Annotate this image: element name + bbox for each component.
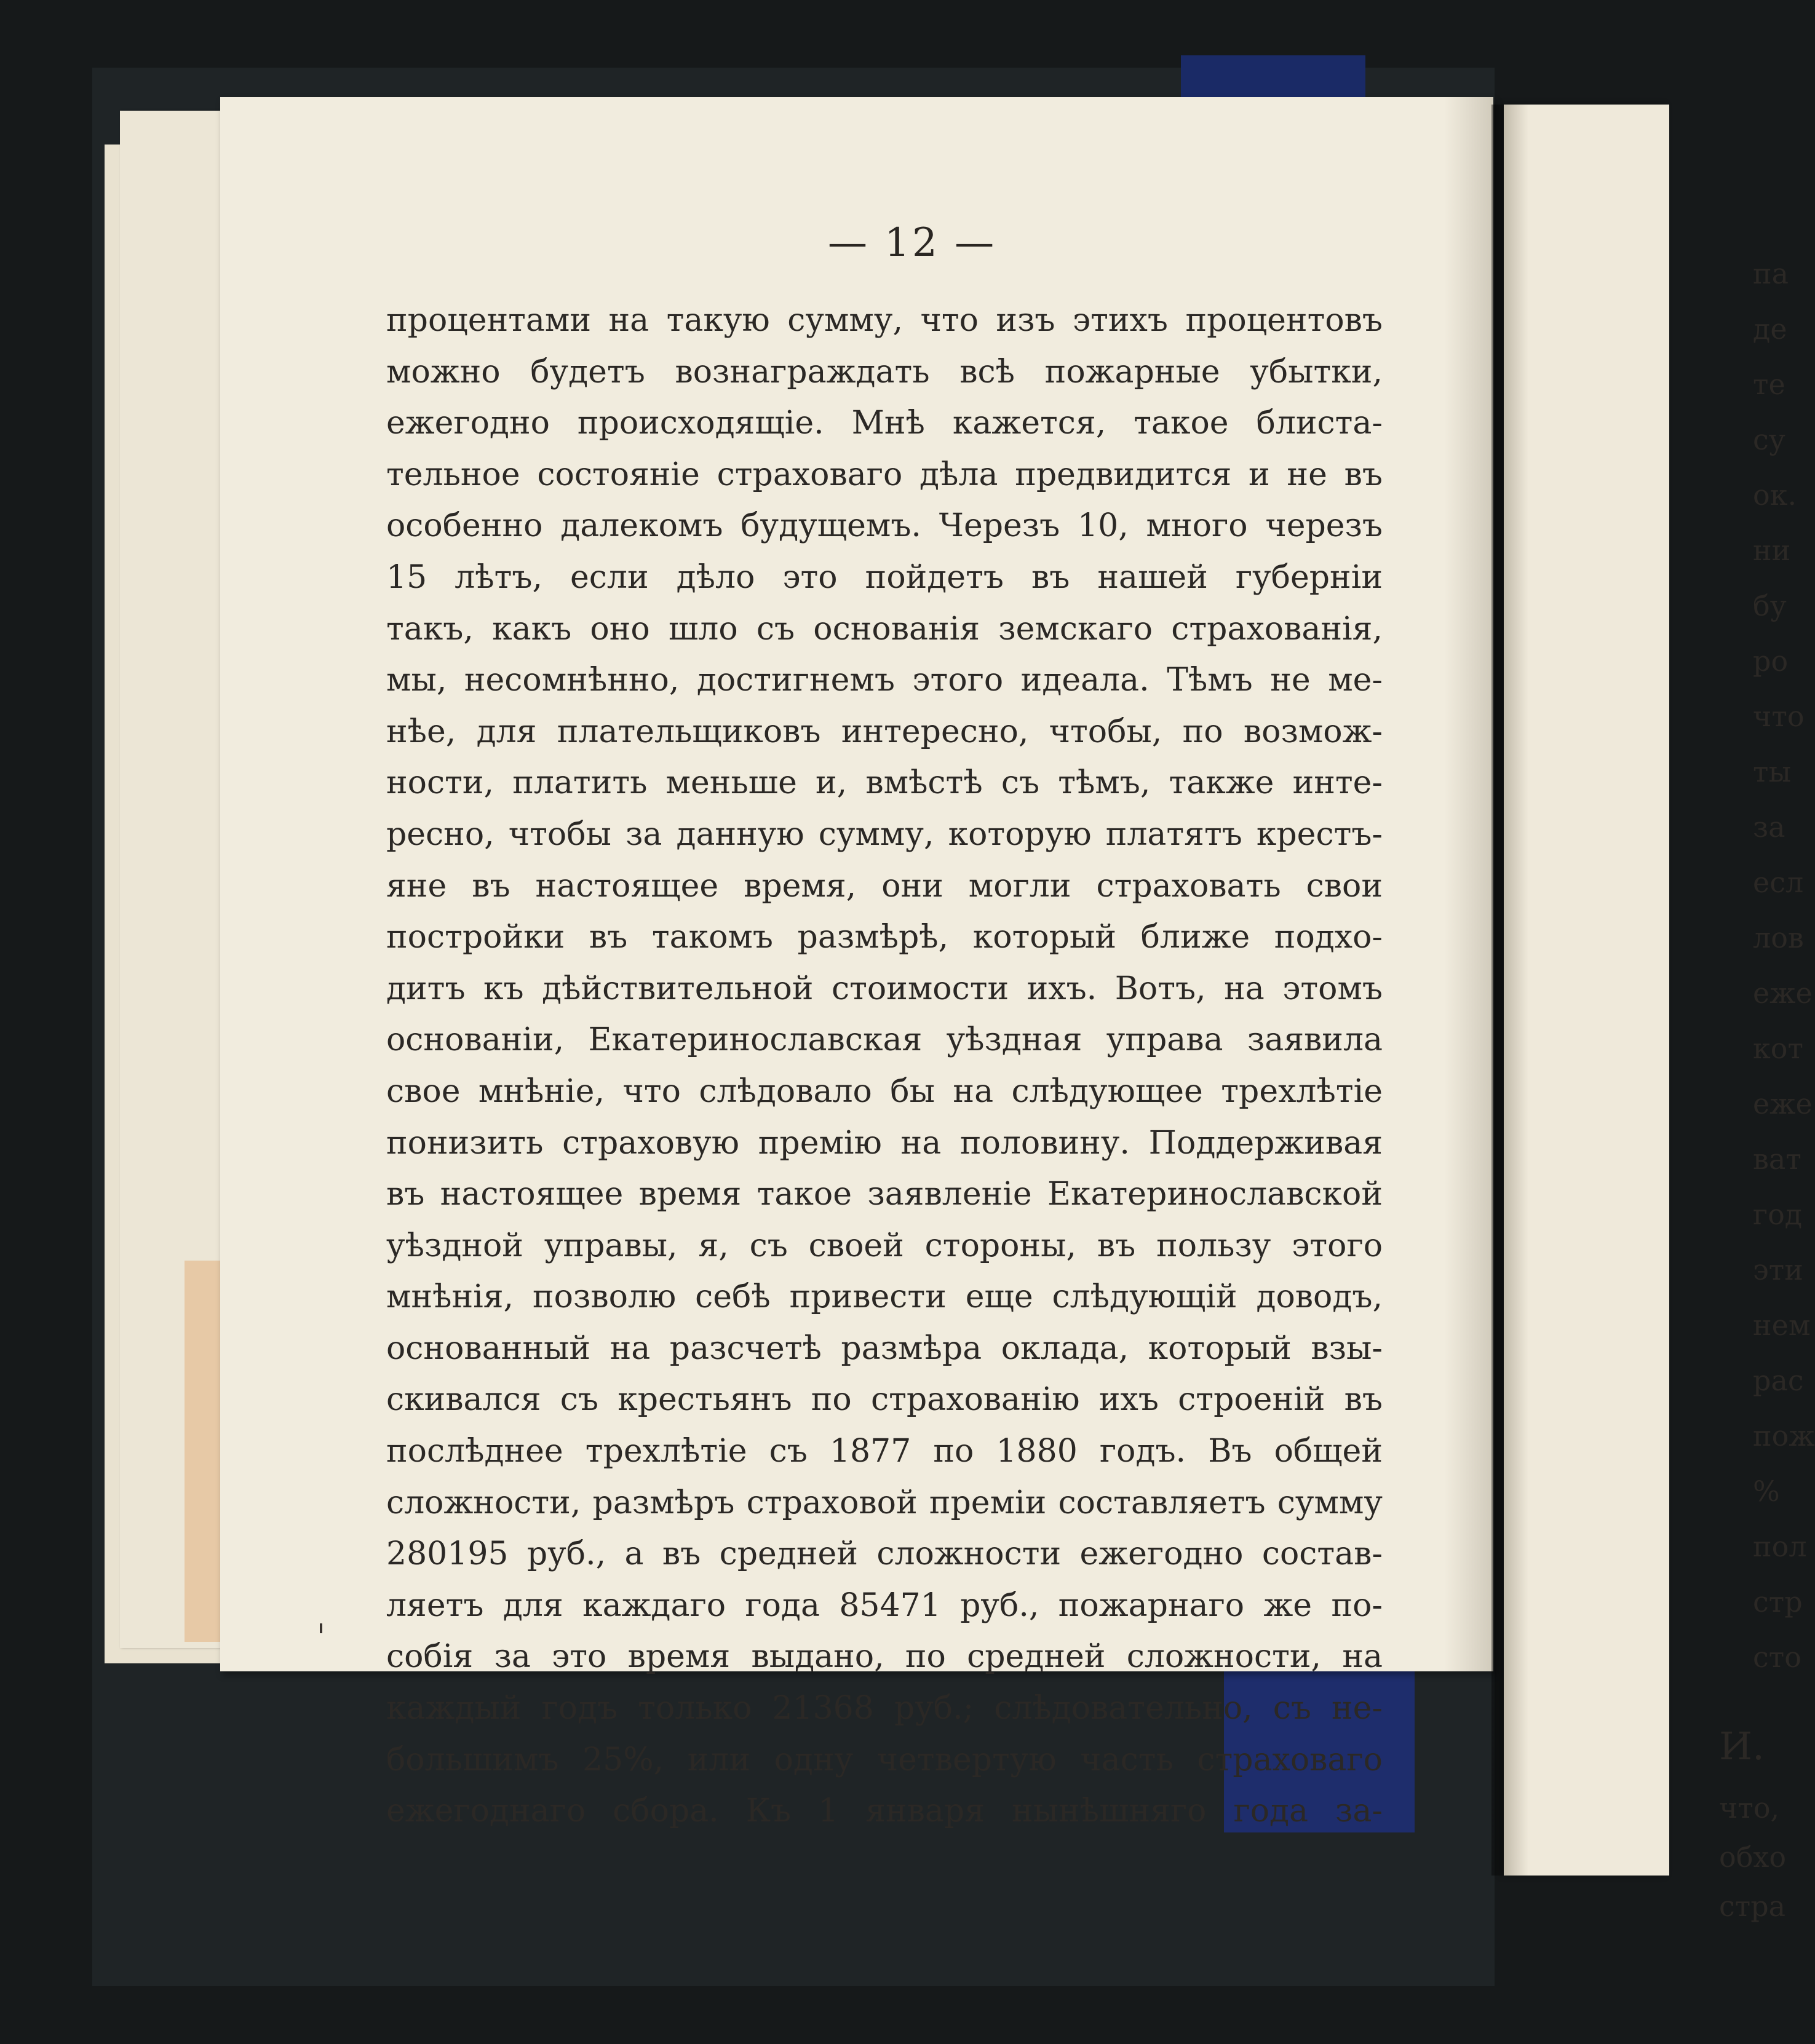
text-line: ляетъ для каждаго года 85471 руб., пожарнаго же по-	[386, 1586, 1383, 1624]
text-line: основаніи, Екатеринославская уѣздная управа заявила	[386, 1021, 1383, 1059]
text-fragment: есл	[1753, 866, 1804, 899]
text-fragment: эти	[1753, 1253, 1803, 1286]
text-fragment: обхо	[1719, 1840, 1787, 1874]
text-line: въ настоящее время такое заявленіе Екатеринославской	[386, 1176, 1383, 1213]
text-line: каждый годъ только 21368 руб.; слѣдовательно, съ не-	[386, 1690, 1383, 1727]
text-fragment: ни	[1753, 534, 1791, 567]
text-line: ности, платить меньше и, вмѣстѣ съ тѣмъ, также инте-	[386, 764, 1383, 802]
text-fragment: стра	[1719, 1890, 1786, 1923]
text-fragment: ок.	[1753, 478, 1797, 512]
text-line: процентами на такую сумму, что изъ этихъ процентовъ	[386, 302, 1383, 339]
text-line: такъ, какъ оно шло съ основанія земскаго страхованія,	[386, 610, 1383, 648]
page-text	[386, 295, 1383, 1837]
text-fragment: ты	[1753, 755, 1792, 788]
text-line: мнѣнія, позволю себѣ привести еще слѣдующій доводъ,	[386, 1278, 1383, 1316]
text-fragment: ро	[1753, 644, 1789, 678]
text-line: ресно, чтобы за данную сумму, которую платятъ крестъ-	[386, 815, 1383, 853]
text-line: ежегодно происходящіе. Мнѣ кажется, такое блиста-	[386, 405, 1383, 442]
text-line: тельное состояніе страховаго дѣла предвидится и не въ	[386, 456, 1383, 493]
text-line: особенно далекомъ будущемъ. Черезъ 10, много черезъ	[386, 507, 1383, 545]
text-line: уѣздной управы, я, съ своей стороны, въ пользу этого	[386, 1227, 1383, 1264]
text-line: дитъ къ дѣйствительной стоимости ихъ. Вотъ, на этомъ	[386, 970, 1383, 1007]
text-line: мы, несомнѣнно, достигнемъ этого идеала. Тѣмъ не ме-	[386, 662, 1383, 699]
text-fragment: бу	[1753, 589, 1787, 622]
text-fragment: еже	[1753, 1087, 1813, 1120]
right-page	[1504, 105, 1815, 1923]
text-fragment: де	[1753, 312, 1787, 346]
text-line: свое мнѣніе, что слѣдовало бы на слѣдующее трехлѣтіе	[386, 1072, 1383, 1110]
text-line: собія за это время выдано, по средней сложности, на	[386, 1638, 1383, 1676]
text-line: нѣе, для плательщиковъ интересно, чтобы, по возмож-	[386, 713, 1383, 750]
text-fragment: па	[1753, 257, 1789, 290]
text-fragment: за	[1753, 810, 1785, 844]
text-fragment: пол	[1753, 1530, 1807, 1563]
text-fragment: сто	[1753, 1641, 1801, 1674]
text-line: постройки въ такомъ размѣрѣ, который ближе подхо-	[386, 919, 1383, 956]
text-line: сложности, размѣръ страховой преміи составляетъ сумму	[386, 1484, 1383, 1521]
text-line: понизить страховую премію на половину. Поддерживая	[386, 1124, 1383, 1162]
text-line: большимъ 25%, или одну четвертую часть страховаго	[386, 1741, 1383, 1778]
text-fragment: рас	[1753, 1364, 1804, 1397]
text-fragment: еже	[1753, 976, 1813, 1010]
text-fragment: те	[1753, 368, 1785, 401]
text-line: 15 лѣтъ, если дѣло это пойдетъ въ нашей губерніи	[386, 558, 1383, 596]
text-fragment: год	[1753, 1198, 1803, 1231]
text-fragment: %	[1753, 1475, 1780, 1508]
text-line: можно будетъ вознаграждать всѣ пожарные убытки,	[386, 353, 1383, 390]
text-line: яне въ настоящее время, они могли страховать свои	[386, 867, 1383, 905]
text-line: ежегоднаго сбора. Къ 1 января нынѣшняго года за-	[386, 1792, 1383, 1830]
page-number: — 12 —	[827, 220, 997, 266]
ink-mark	[320, 1623, 322, 1633]
text-fragment: пож	[1753, 1419, 1815, 1452]
text-fragment: ват	[1753, 1143, 1801, 1176]
text-fragment: что	[1753, 700, 1805, 733]
text-fragment: су	[1753, 423, 1785, 456]
left-page	[220, 97, 1493, 1830]
text-line: послѣднее трехлѣтіе съ 1877 по 1880 годъ. Въ общей	[386, 1433, 1383, 1470]
text-fragment: что,	[1719, 1791, 1780, 1824]
text-line: 280195 руб., а въ средней сложности ежегодно состав-	[386, 1535, 1383, 1573]
text-fragment: кот	[1753, 1032, 1803, 1065]
text-fragment: И.	[1719, 1724, 1765, 1769]
text-fragment: нем	[1753, 1309, 1811, 1342]
text-fragment: лов	[1753, 921, 1804, 954]
text-line: скивался съ крестьянъ по страхованію ихъ строеній въ	[386, 1381, 1383, 1419]
text-fragment: стр	[1753, 1585, 1803, 1618]
text-line: основанный на разсчетѣ размѣра оклада, который взы-	[386, 1329, 1383, 1367]
